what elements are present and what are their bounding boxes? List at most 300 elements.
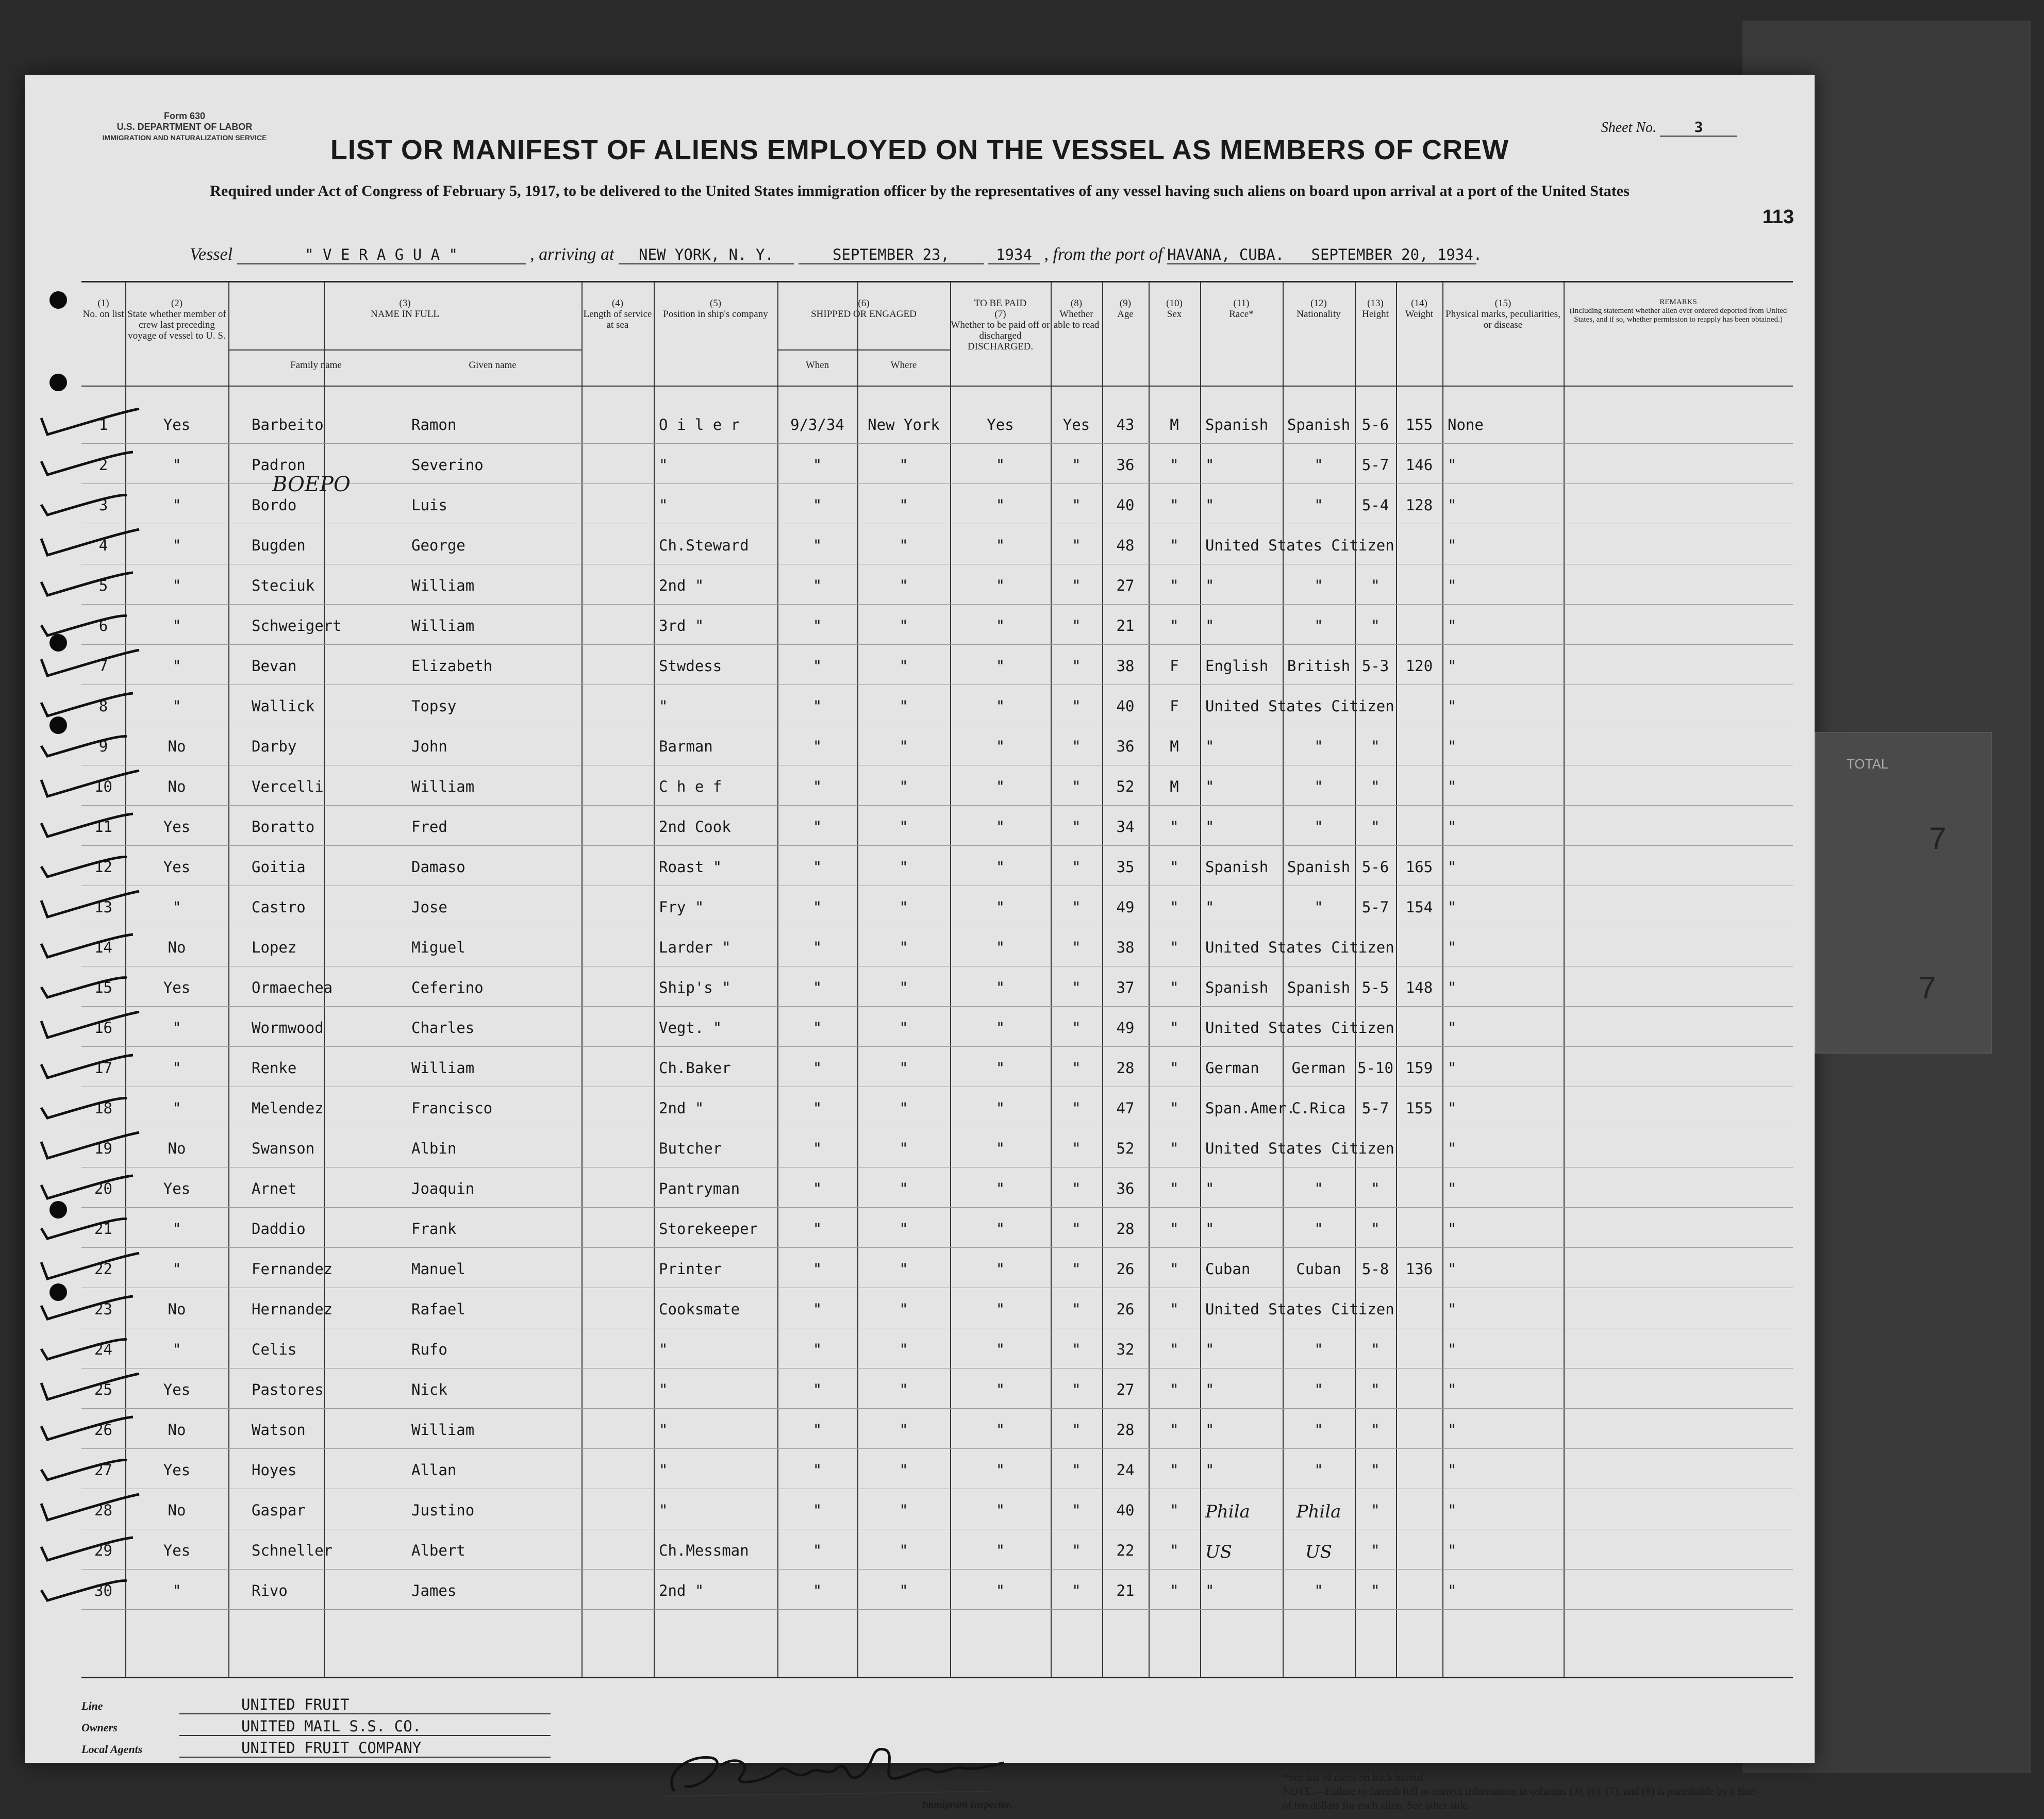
cell-prev: " [172,456,181,474]
cell-sex: " [1170,939,1179,956]
cell-when: " [812,1341,822,1358]
cell-paid: " [995,939,1005,956]
header-height: (13) Height [1362,298,1389,320]
cell-prev: " [172,1220,181,1238]
cell-paid: " [995,1099,1005,1117]
side-tally-tab [1815,732,1992,1054]
cell-where: " [899,537,908,554]
cell-where: " [899,818,908,836]
cell-read: " [1072,577,1081,594]
check-mark [36,569,155,599]
cell-when: " [812,898,822,916]
cell-prev: No [168,778,186,795]
table-row [81,564,1793,605]
table-row [81,1529,1793,1570]
check-mark [36,1413,155,1444]
cell-age: 40 [1116,697,1135,715]
cell-w: 154 [1405,898,1433,916]
cell-race: Phila [1205,1501,1250,1522]
header-given: Given name [469,360,517,371]
agents-label: Local Agents [81,1743,143,1756]
cell-sex: " [1170,537,1179,554]
cell-h: 5-7 [1361,1099,1389,1117]
cell-race: Spanish [1205,416,1269,433]
cell-given: Fred [411,818,447,836]
cell-nat: " [1314,456,1323,474]
table-row [81,1369,1793,1409]
cell-paid: " [995,858,1005,876]
cell-nat: Spanish [1287,979,1351,996]
cell-marks: " [1448,1582,1457,1599]
cell-family: Swanson [252,1140,315,1157]
cell-no: 14 [94,939,112,956]
agents-value: UNITED FRUIT COMPANY [179,1739,551,1758]
cell-pos: " [659,1501,668,1519]
cell-paid: " [995,979,1005,996]
cell-marks: " [1448,456,1457,474]
cell-given: Charles [411,1019,475,1037]
cell-race: United States Citizen [1205,697,1394,715]
cell-paid: " [995,898,1005,916]
cell-race: " [1205,1381,1215,1398]
shipped-header-divider [777,349,950,351]
cell-no: 30 [94,1582,112,1599]
cell-no: 16 [94,1019,112,1037]
cell-prev: Yes [163,858,191,876]
cell-h: " [1371,1381,1380,1398]
cell-w: 165 [1405,858,1433,876]
cell-no: 27 [94,1461,112,1479]
cell-h: 5-8 [1361,1260,1389,1278]
cell-race: " [1205,898,1215,916]
cell-read: " [1072,617,1081,635]
cell-h: " [1371,1542,1380,1559]
table-row [81,404,1793,444]
cell-family: Steciuk [252,577,315,594]
cell-race: " [1205,617,1215,635]
cell-age: 36 [1116,1180,1135,1197]
cell-family: Darby [252,738,297,755]
cell-where: " [899,738,908,755]
check-mark [36,1051,155,1082]
cell-where: " [899,1582,908,1599]
cell-when: " [812,456,822,474]
cell-pos: Vegt. " [659,1019,722,1037]
cell-sex: " [1170,1140,1179,1157]
cell-paid: " [995,1059,1005,1077]
cell-read: " [1072,537,1081,554]
cell-family: Ormaechea [252,979,333,996]
header-shipped: (6) SHIPPED OR ENGAGED [811,298,917,320]
cell-age: 22 [1116,1542,1135,1559]
cell-race: German [1205,1059,1259,1077]
cell-h: 5-5 [1361,979,1389,996]
punch-hole [49,374,67,391]
cell-when: " [812,738,822,755]
cell-pos: Ch.Messman [659,1542,749,1559]
cell-no: 17 [94,1059,112,1077]
cell-h: " [1371,1501,1380,1519]
cell-pos: " [659,1381,668,1398]
cell-h: " [1371,1180,1380,1197]
check-mark [36,488,155,519]
header-read: (8) Whether able to read [1053,298,1100,330]
cell-prev: " [172,1582,181,1599]
cell-prev: Yes [163,1180,191,1197]
cell-given: Damaso [411,858,466,876]
header-marks: (15) Physical marks, peculiarities, or disease [1445,298,1560,330]
cell-no: 26 [94,1421,112,1439]
table-row [81,1007,1793,1047]
cell-where: " [899,858,908,876]
cell-where: " [899,1019,908,1037]
cell-marks: " [1448,898,1457,916]
table-row [81,685,1793,725]
cell-h: " [1371,617,1380,635]
cell-given: George [411,537,466,554]
cell-paid: " [995,617,1005,635]
cell-read: " [1072,939,1081,956]
cell-read: " [1072,1421,1081,1439]
cell-paid: " [995,697,1005,715]
crew-table [81,281,1793,1678]
cell-where: " [899,1542,908,1559]
cell-marks: " [1448,1140,1457,1157]
cell-prev: " [172,657,181,675]
cell-prev: " [172,1059,181,1077]
cell-marks: " [1448,1501,1457,1519]
check-mark [36,528,155,559]
cell-when: " [812,778,822,795]
cell-family: Goitia [252,858,306,876]
cell-nat: " [1314,898,1323,916]
cell-when: " [812,1421,822,1439]
check-mark [36,1091,155,1122]
cell-race: English [1205,657,1269,675]
cell-pos: 2nd Cook [659,818,731,836]
cell-w: 128 [1405,496,1433,514]
cell-where: " [899,939,908,956]
cell-race: United States Citizen [1205,1019,1394,1037]
cell-given: Rufo [411,1341,447,1358]
cell-w: 148 [1405,979,1433,996]
cell-read: " [1072,738,1081,755]
cell-marks: " [1448,496,1457,514]
cell-where: " [899,577,908,594]
cell-paid: " [995,1461,1005,1479]
cell-race: " [1205,456,1215,474]
cell-given: Miguel [411,939,466,956]
cell-h: " [1371,1220,1380,1238]
cell-no: 18 [94,1099,112,1117]
cell-family: Wormwood [252,1019,324,1037]
cell-read: " [1072,1140,1081,1157]
header-prev-voyage: (2) State whether member of crew last preceding voyage of vessel to U. S. [127,298,226,341]
cell-sex: " [1170,1381,1179,1398]
header-race: (11) Race* [1229,298,1254,320]
header-name: (3) NAME IN FULL [371,298,439,320]
cell-given: John [411,738,447,755]
arriving-label: , arriving at [530,245,614,264]
cell-nat: " [1314,1381,1323,1398]
cell-sex: " [1170,898,1179,916]
punch-hole [49,1201,67,1219]
cell-w: 146 [1405,456,1433,474]
cell-race: United States Citizen [1205,939,1394,956]
cell-marks: " [1448,1341,1457,1358]
cell-family: Fernandez [252,1260,333,1278]
cell-where: " [899,898,908,916]
cell-paid: " [995,1542,1005,1559]
cell-when: " [812,657,822,675]
owners-value: UNITED MAIL S.S. CO. [179,1717,551,1736]
cell-prev: No [168,738,186,755]
cell-paid: " [995,577,1005,594]
cell-race: " [1205,1220,1215,1238]
cell-race: " [1205,496,1215,514]
cell-age: 35 [1116,858,1135,876]
cell-pos: " [659,1461,668,1479]
table-row [81,1489,1793,1529]
departure-date: SEPTEMBER 20, 1934. [1311,246,1483,263]
line-value: UNITED FRUIT [179,1696,551,1714]
cell-paid: " [995,537,1005,554]
cell-where: " [899,496,908,514]
header-no: (1) No. on list [82,298,124,320]
cell-no: 25 [94,1381,112,1398]
cell-pos: " [659,496,668,514]
cell-where: " [899,1300,908,1318]
cell-read: " [1072,1099,1081,1117]
cell-where: " [899,1381,908,1398]
cell-pos: Barman [659,738,713,755]
cell-prev: Yes [163,818,191,836]
inspector-label: Immigrant Inspector. [922,1799,1012,1810]
cell-sex: F [1170,697,1179,715]
cell-no: 6 [98,617,108,635]
cell-paid: " [995,818,1005,836]
cell-age: 47 [1116,1099,1135,1117]
cell-when: " [812,577,822,594]
cell-when: " [812,818,822,836]
cell-paid: " [995,1501,1005,1519]
cell-read: " [1072,858,1081,876]
cell-nat: Spanish [1287,416,1351,433]
table-row [81,1087,1793,1127]
cell-h: 5-3 [1361,657,1389,675]
cell-no: 24 [94,1341,112,1358]
cell-given: Ramon [411,416,457,433]
table-row [81,926,1793,966]
cell-age: 28 [1116,1421,1135,1439]
cell-when: " [812,1019,822,1037]
table-row [81,1127,1793,1167]
cell-age: 49 [1116,898,1135,916]
cell-family: Wallick [252,697,315,715]
cell-when: " [812,1099,822,1117]
cell-h: 5-10 [1357,1059,1393,1077]
cell-prev: Yes [163,1381,191,1398]
cell-sex: " [1170,1421,1179,1439]
check-mark [36,1533,155,1564]
check-mark [36,448,155,479]
cell-when: " [812,537,822,554]
cell-no: 22 [94,1260,112,1278]
handwritten-correction: BOEPO [272,473,351,496]
cell-race: Spanish [1205,858,1269,876]
cell-where: " [899,456,908,474]
cell-when: " [812,1501,822,1519]
cell-prev: " [172,697,181,715]
cell-age: 52 [1116,1140,1135,1157]
cell-family: Bevan [252,657,297,675]
cell-read: " [1072,898,1081,916]
cell-read: " [1072,1019,1081,1037]
cell-where: " [899,1059,908,1077]
cell-race: United States Citizen [1205,537,1394,554]
cell-given: William [411,1059,475,1077]
cell-no: 12 [94,858,112,876]
manifest-sheet [25,75,1815,1811]
cell-prev: " [172,577,181,594]
table-row [81,846,1793,886]
cell-no: 1 [98,416,108,433]
cell-paid: " [995,1582,1005,1599]
cell-pos: Pantryman [659,1180,740,1197]
table-row [81,1288,1793,1328]
cell-paid: " [995,1260,1005,1278]
cell-nat: Phila [1296,1501,1341,1522]
cell-family: Lopez [252,939,297,956]
cell-prev: Yes [163,979,191,996]
page-subtitle: Required under Act of Congress of February 5, 1917, to be delivered to the United States immigration officer by the representatives of any vessel having such aliens on board upon arrival at a port of the United States [210,182,1630,199]
cell-family: Melendez [252,1099,324,1117]
cell-paid: " [995,1421,1005,1439]
cell-no: 28 [94,1501,112,1519]
cell-read: " [1072,456,1081,474]
cell-age: 36 [1116,456,1135,474]
cell-sex: " [1170,1180,1179,1197]
check-mark [36,1252,155,1283]
cell-where: " [899,697,908,715]
cell-race: " [1205,818,1215,836]
cell-prev: " [172,537,181,554]
cell-nat: " [1314,1180,1323,1197]
cell-when: " [812,697,822,715]
cell-prev: No [168,1300,186,1318]
cell-read: " [1072,979,1081,996]
cell-sex: M [1170,738,1179,755]
cell-when: " [812,617,822,635]
cell-sex: " [1170,496,1179,514]
cell-pos: Stwdess [659,657,722,675]
cell-age: 40 [1116,1501,1135,1519]
cell-given: Francisco [411,1099,493,1117]
cell-family: Arnet [252,1180,297,1197]
cell-pos: Roast " [659,858,722,876]
cell-h: 5-7 [1361,898,1389,916]
cell-nat: " [1314,1461,1323,1479]
cell-nat: German [1291,1059,1346,1077]
check-mark [36,971,155,1002]
punch-hole [49,634,67,652]
cell-given: Jose [411,898,447,916]
cell-pos: Butcher [659,1140,722,1157]
departure [1167,246,1483,264]
cell-pos: Storekeeper [659,1220,758,1238]
cell-sex: " [1170,577,1179,594]
cell-nat: " [1314,778,1323,795]
cell-paid: " [995,1220,1005,1238]
cell-marks: " [1448,1220,1457,1238]
cell-race: " [1205,1180,1215,1197]
cell-h: " [1371,1341,1380,1358]
cell-paid: " [995,496,1005,514]
arrival-date: SEPTEMBER 23, [799,246,984,264]
check-mark [36,1574,155,1605]
table-row [81,806,1793,846]
cell-age: 40 [1116,496,1135,514]
cell-age: 52 [1116,778,1135,795]
check-mark [36,1332,155,1363]
cell-age: 28 [1116,1220,1135,1238]
cell-h: 5-4 [1361,496,1389,514]
header-age: (9) Age [1117,298,1134,320]
cell-age: 26 [1116,1260,1135,1278]
cell-age: 21 [1116,1582,1135,1599]
cell-family: Rivo [252,1582,288,1599]
cell-no: 5 [98,577,108,594]
cell-h: " [1371,818,1380,836]
cell-pos: Ch.Steward [659,537,749,554]
cell-given: Frank [411,1220,457,1238]
form-line: Form 630 [163,111,206,121]
cell-no: 21 [94,1220,112,1238]
check-mark [36,408,155,439]
table-row [81,1570,1793,1610]
header-divider [81,386,1793,387]
cell-marks: " [1448,858,1457,876]
cell-family: Renke [252,1059,297,1077]
cell-sex: " [1170,1582,1179,1599]
check-mark [36,1172,155,1203]
cell-where: " [899,1501,908,1519]
table-row [81,966,1793,1007]
arrival-port: NEW YORK, N. Y. [619,246,794,264]
cell-when: " [812,979,822,996]
cell-family: Pastores [252,1381,324,1398]
cell-prev: " [172,617,181,635]
check-mark [36,1493,155,1524]
cell-sex: " [1170,1099,1179,1117]
cell-family: Castro [252,898,306,916]
cell-family: Bugden [252,537,306,554]
cell-marks: " [1448,1099,1457,1117]
cell-where: New York [868,416,940,433]
cell-prev: " [172,898,181,916]
cell-sex: " [1170,1461,1179,1479]
cell-age: 27 [1116,1381,1135,1398]
header-service: (4) Length of service at sea [583,298,652,330]
cell-prev: " [172,1099,181,1117]
punch-hole [49,1283,67,1301]
cell-given: Topsy [411,697,457,715]
header-sex: (10) Sex [1166,298,1183,320]
cell-marks: " [1448,1300,1457,1318]
page-title: LIST OR MANIFEST OF ALIENS EMPLOYED ON THE VESSEL AS MEMBERS OF CREW [330,135,1509,165]
cell-age: 24 [1116,1461,1135,1479]
cell-given: Elizabeth [411,657,493,675]
